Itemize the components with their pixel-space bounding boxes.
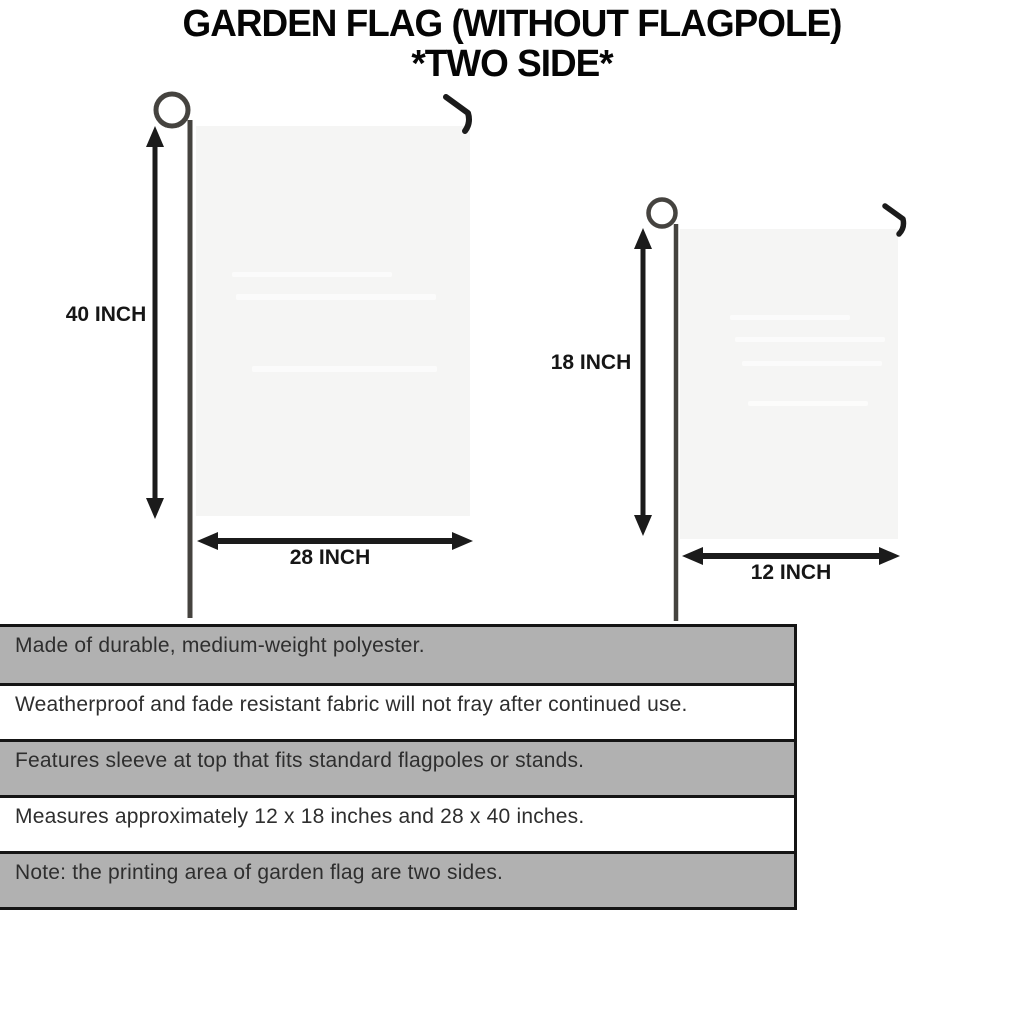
large-flag-fabric [196, 126, 470, 516]
large-clip-hook-icon [446, 97, 469, 131]
large-pole-loop [156, 94, 188, 126]
page-title-line2: *TWO SIDE* [411, 43, 613, 85]
large-flag-group [146, 94, 473, 618]
small-pole-loop [649, 200, 676, 227]
page-title-line1: GARDEN FLAG (WITHOUT FLAGPOLE) [182, 3, 842, 45]
small-flag-height-label: 18 INCH [550, 351, 632, 374]
large-flag-height-label: 40 INCH [65, 303, 147, 326]
spec-table [0, 624, 797, 910]
spec-row-sleeve: Features sleeve at top that fits standard flagpoles or stands. [0, 739, 794, 795]
spec-row-material: Made of durable, medium-weight polyester. [0, 627, 794, 683]
small-flag-fabric [680, 229, 898, 539]
spec-row-measurements: Measures approximately 12 x 18 inches and 28 x 40 inches. [0, 795, 794, 851]
large-flag-width-label: 28 INCH [289, 546, 371, 569]
spec-row-note: Note: the printing area of garden flag are two sides. [0, 851, 794, 907]
small-flag-width-label: 12 INCH [750, 561, 832, 584]
small-flag-group [634, 200, 904, 622]
small-height-arrow [634, 228, 652, 536]
spec-row-weatherproof: Weatherproof and fade resistant fabric will not fray after continued use. [0, 683, 794, 739]
